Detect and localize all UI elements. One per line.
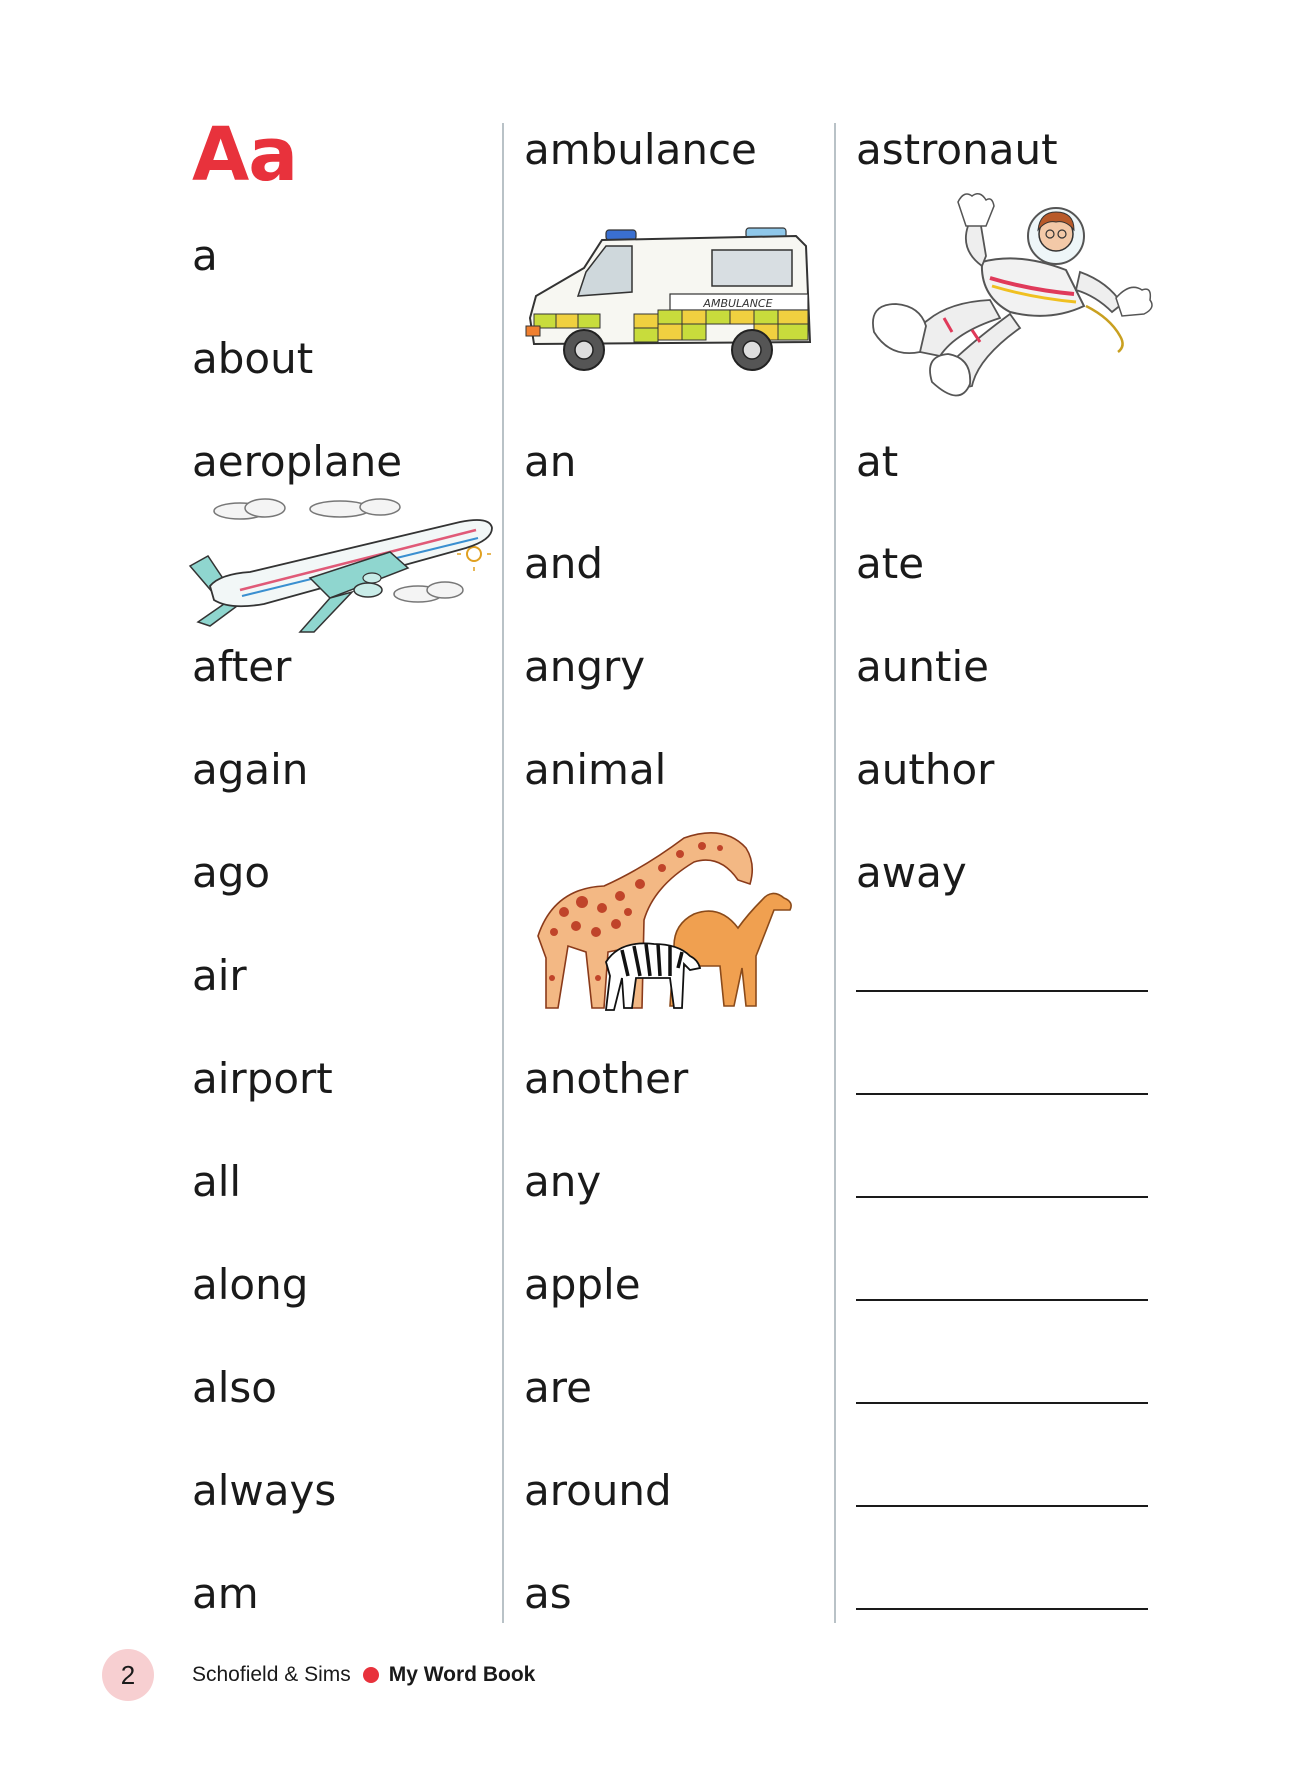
aeroplane-illustration — [180, 494, 502, 634]
word-column-2 — [524, 0, 834, 1784]
word-item: a — [192, 231, 218, 280]
word-item: ambulance — [524, 125, 757, 174]
publisher-name: Schofield & Sims — [192, 1663, 351, 1686]
word-item: and — [524, 539, 604, 588]
word-item: author — [856, 745, 995, 794]
book-title: My Word Book — [388, 1663, 536, 1686]
word-item: auntie — [856, 642, 989, 691]
column-divider-1 — [502, 123, 504, 1623]
word-column-1 — [192, 0, 502, 1784]
blank-write-line — [856, 1608, 1148, 1610]
word-item: are — [524, 1363, 592, 1412]
word-item: as — [524, 1569, 572, 1618]
animals-illustration — [524, 828, 830, 1014]
word-item: around — [524, 1466, 672, 1515]
astronaut-illustration — [860, 186, 1166, 412]
word-item: ago — [192, 848, 271, 897]
word-item: always — [192, 1466, 337, 1515]
word-item: astronaut — [856, 125, 1058, 174]
word-item: an — [524, 437, 577, 486]
word-item: away — [856, 848, 967, 897]
word-item: again — [192, 745, 309, 794]
word-item: apple — [524, 1260, 641, 1309]
letter-heading: Aa — [192, 112, 298, 198]
page-footer — [102, 1648, 535, 1702]
word-item: after — [192, 642, 292, 691]
word-item: angry — [524, 642, 646, 691]
blank-write-line — [856, 1402, 1148, 1404]
word-item: any — [524, 1157, 602, 1206]
word-item: airport — [192, 1054, 333, 1103]
word-item: animal — [524, 745, 667, 794]
word-item: about — [192, 334, 314, 383]
blank-write-line — [856, 1093, 1148, 1095]
word-item: aeroplane — [192, 437, 403, 486]
word-column-3 — [856, 0, 1166, 1784]
ambulance-illustration — [524, 222, 830, 388]
word-item: am — [192, 1569, 259, 1618]
word-item: air — [192, 951, 247, 1000]
blank-write-line — [856, 1299, 1148, 1301]
separator-dot-icon — [363, 1667, 379, 1683]
word-item: another — [524, 1054, 689, 1103]
column-divider-2 — [834, 123, 836, 1623]
word-item: at — [856, 437, 899, 486]
blank-write-line — [856, 990, 1148, 992]
ambulance-label: AMBULANCE — [703, 297, 773, 310]
blank-write-line — [856, 1505, 1148, 1507]
blank-write-line — [856, 1196, 1148, 1198]
word-item: ate — [856, 539, 925, 588]
page-number: 2 — [102, 1649, 154, 1701]
word-item: all — [192, 1157, 242, 1206]
word-item: also — [192, 1363, 277, 1412]
word-item: along — [192, 1260, 309, 1309]
